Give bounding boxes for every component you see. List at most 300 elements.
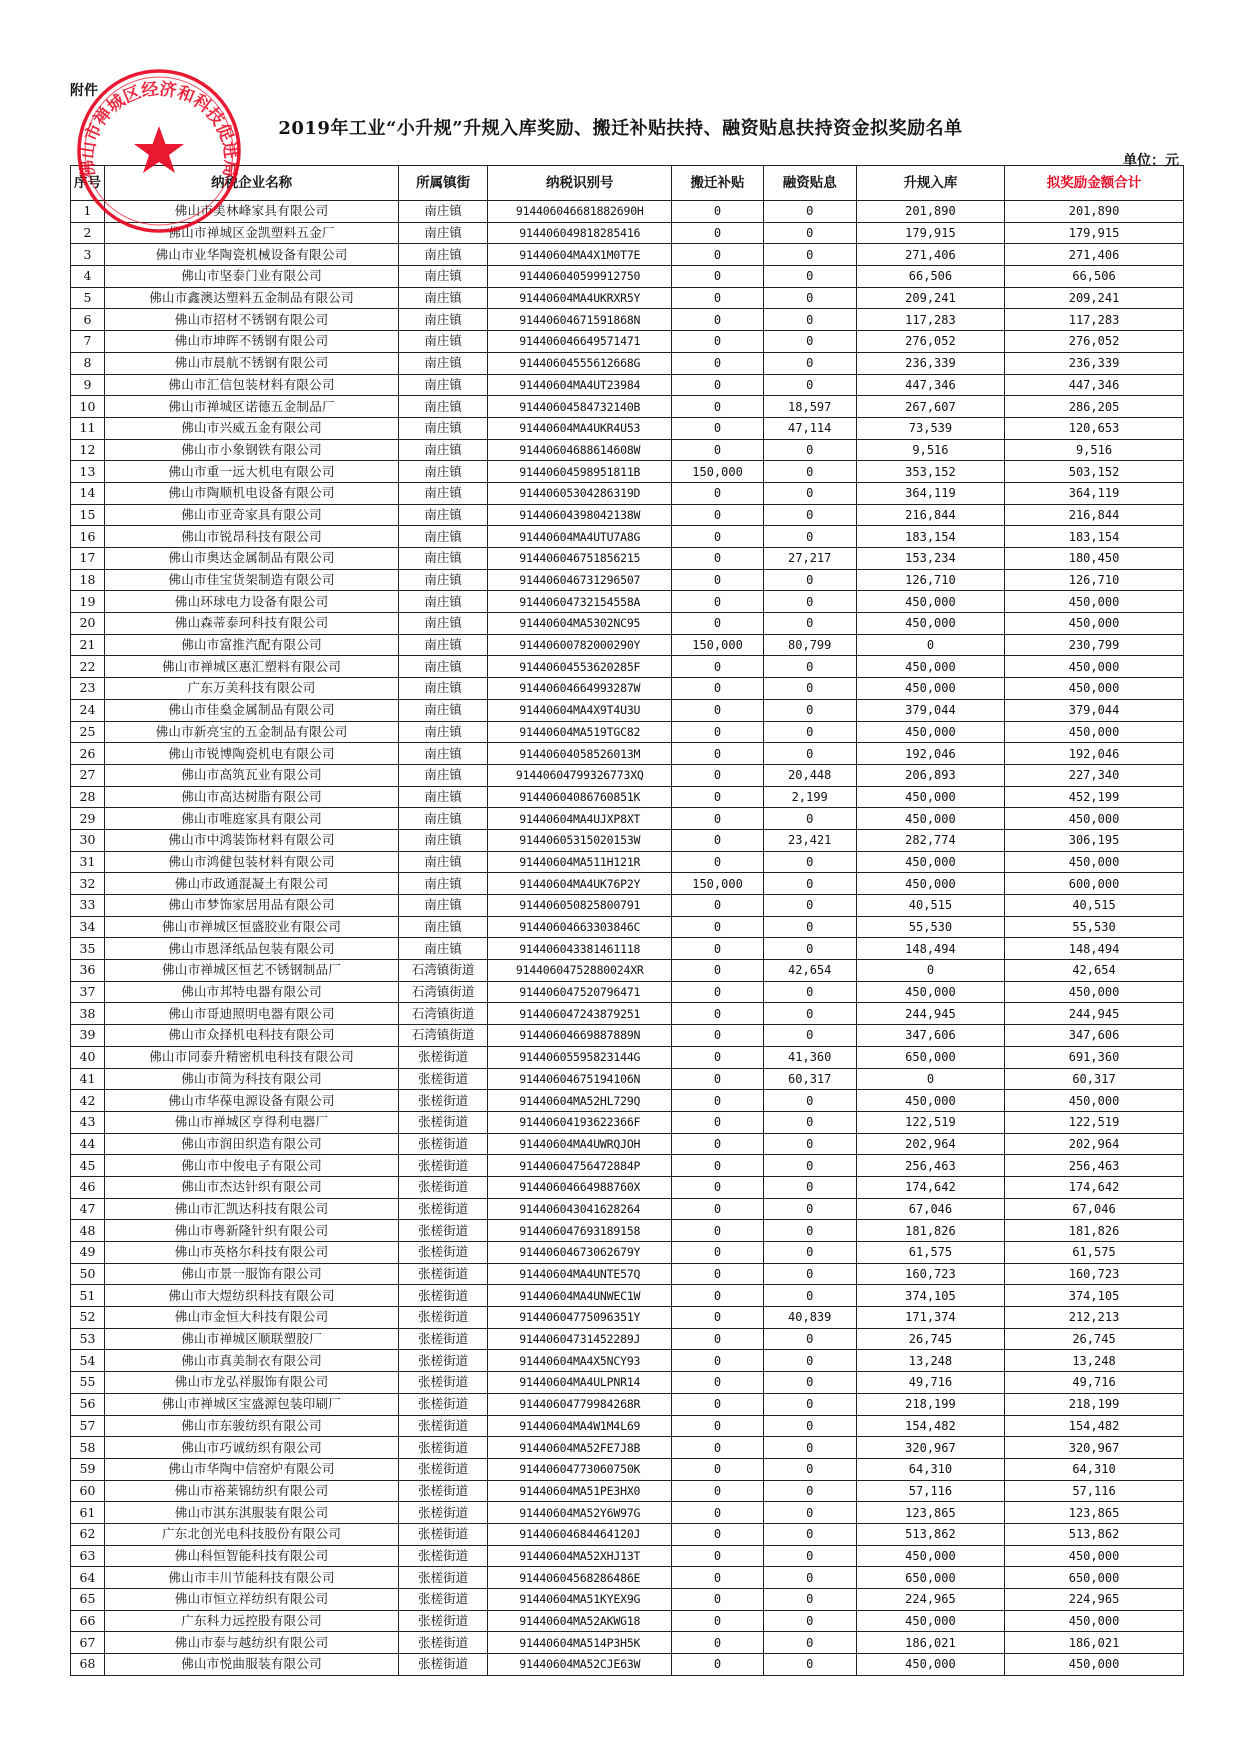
company-name: 佛山市恒立祥纺织有限公司: [105, 1589, 399, 1611]
tax-id: 91440604MA519TGC82: [488, 721, 672, 743]
interest-subsidy: 0: [763, 331, 856, 353]
unit-label: 单位：元: [1123, 153, 1179, 169]
row-index: 33: [71, 895, 105, 917]
table-row: [71, 873, 1184, 895]
upgrade-award: 450,000: [856, 591, 1004, 613]
interest-subsidy: 0: [763, 1090, 856, 1112]
town: 张槎街道: [399, 1068, 488, 1090]
tax-id: 914406046751856215: [488, 548, 672, 570]
table-row: [71, 1198, 1184, 1220]
total-award: 230,799: [1005, 634, 1184, 656]
upgrade-award: 201,890: [856, 201, 1004, 223]
tax-id: 91440600782000290Y: [488, 634, 672, 656]
interest-subsidy: 0: [763, 1198, 856, 1220]
interest-subsidy: 18,597: [763, 396, 856, 418]
company-name: 佛山市锐博陶瓷机电有限公司: [105, 743, 399, 765]
row-index: 38: [71, 1003, 105, 1025]
town: 南庄镇: [399, 396, 488, 418]
table-row: [71, 678, 1184, 700]
table-row: [71, 548, 1184, 570]
table-row: [71, 916, 1184, 938]
tax-id: 91440604664988760X: [488, 1176, 672, 1198]
company-name: 佛山市华陶中信窑炉有限公司: [105, 1458, 399, 1480]
company-name: 佛山市唯庭家具有限公司: [105, 808, 399, 830]
row-index: 8: [71, 352, 105, 374]
total-award: 180,450: [1005, 548, 1184, 570]
header-total: 拟奖励金额合计: [1005, 166, 1184, 201]
interest-subsidy: 0: [763, 1654, 856, 1676]
table-row: [71, 1523, 1184, 1545]
table-row: [71, 1025, 1184, 1047]
town: 南庄镇: [399, 569, 488, 591]
town: 张槎街道: [399, 1589, 488, 1611]
table-row: [71, 1068, 1184, 1090]
total-award: 186,021: [1005, 1632, 1184, 1654]
tax-id: 91440604773060750K: [488, 1458, 672, 1480]
town: 南庄镇: [399, 504, 488, 526]
row-index: 25: [71, 721, 105, 743]
table-row: [71, 461, 1184, 483]
tax-id: 91440604MA4UNWEC1W: [488, 1285, 672, 1307]
relocation-subsidy: 0: [672, 1523, 763, 1545]
interest-subsidy: 0: [763, 851, 856, 873]
tax-id: 91440604779984268R: [488, 1393, 672, 1415]
interest-subsidy: 0: [763, 287, 856, 309]
company-name: 广东科力远控股有限公司: [105, 1610, 399, 1632]
interest-subsidy: 20,448: [763, 764, 856, 786]
table-row: [71, 960, 1184, 982]
total-award: 64,310: [1005, 1458, 1184, 1480]
company-name: 广东北创光电科技股份有限公司: [105, 1523, 399, 1545]
total-award: 450,000: [1005, 808, 1184, 830]
tax-id: 91440604MA511H121R: [488, 851, 672, 873]
company-name: 佛山市新亮宝的五金制品有限公司: [105, 721, 399, 743]
tax-id: 91440604MA4UNTE57Q: [488, 1263, 672, 1285]
upgrade-award: 447,346: [856, 374, 1004, 396]
table-row: [71, 1285, 1184, 1307]
tax-id: 91440604MA4X5NCY93: [488, 1350, 672, 1372]
total-award: 13,248: [1005, 1350, 1184, 1372]
company-name: 佛山市美林峰家具有限公司: [105, 201, 399, 223]
table-row: [71, 1155, 1184, 1177]
upgrade-award: 183,154: [856, 526, 1004, 548]
row-index: 18: [71, 569, 105, 591]
relocation-subsidy: 0: [672, 1176, 763, 1198]
relocation-subsidy: 0: [672, 1589, 763, 1611]
row-index: 60: [71, 1480, 105, 1502]
document-title: 2019年工业“小升规”升规入库奖励、搬迁补贴扶持、融资贴息扶持资金拟奖励名单: [278, 118, 963, 139]
relocation-subsidy: 0: [672, 591, 763, 613]
company-name: 佛山环球电力设备有限公司: [105, 591, 399, 613]
company-name: 佛山市坚泰门业有限公司: [105, 266, 399, 288]
upgrade-award: 450,000: [856, 656, 1004, 678]
interest-subsidy: 0: [763, 721, 856, 743]
row-index: 43: [71, 1111, 105, 1133]
town: 南庄镇: [399, 374, 488, 396]
interest-subsidy: 80,799: [763, 634, 856, 656]
row-index: 15: [71, 504, 105, 526]
total-award: 650,000: [1005, 1567, 1184, 1589]
town: 张槎街道: [399, 1307, 488, 1329]
town: 南庄镇: [399, 743, 488, 765]
relocation-subsidy: 0: [672, 1610, 763, 1632]
upgrade-award: 320,967: [856, 1437, 1004, 1459]
town: 南庄镇: [399, 266, 488, 288]
interest-subsidy: 41,360: [763, 1046, 856, 1068]
tax-id: 91440604568286486E: [488, 1567, 672, 1589]
interest-subsidy: 0: [763, 222, 856, 244]
town: 南庄镇: [399, 634, 488, 656]
relocation-subsidy: 0: [672, 439, 763, 461]
interest-subsidy: 0: [763, 309, 856, 331]
interest-subsidy: 0: [763, 1155, 856, 1177]
total-award: 450,000: [1005, 981, 1184, 1003]
interest-subsidy: 0: [763, 1415, 856, 1437]
row-index: 67: [71, 1632, 105, 1654]
row-index: 48: [71, 1220, 105, 1242]
total-award: 244,945: [1005, 1003, 1184, 1025]
total-award: 450,000: [1005, 1654, 1184, 1676]
interest-subsidy: 0: [763, 938, 856, 960]
company-name: 佛山市真美制衣有限公司: [105, 1350, 399, 1372]
total-award: 26,745: [1005, 1328, 1184, 1350]
town: 南庄镇: [399, 591, 488, 613]
row-index: 32: [71, 873, 105, 895]
total-award: 148,494: [1005, 938, 1184, 960]
upgrade-award: 61,575: [856, 1242, 1004, 1264]
interest-subsidy: 0: [763, 201, 856, 223]
company-name: 佛山市富推汽配有限公司: [105, 634, 399, 656]
upgrade-award: 450,000: [856, 613, 1004, 635]
town: 南庄镇: [399, 678, 488, 700]
interest-subsidy: 0: [763, 981, 856, 1003]
town: 张槎街道: [399, 1502, 488, 1524]
company-name: 佛山市粤新隆针织有限公司: [105, 1220, 399, 1242]
tax-id: 914406047520796471: [488, 981, 672, 1003]
upgrade-award: 117,283: [856, 309, 1004, 331]
company-name: 佛山市亚奇家具有限公司: [105, 504, 399, 526]
company-name: 佛山市悦曲服装有限公司: [105, 1654, 399, 1676]
award-table: [70, 165, 1184, 1676]
company-name: 佛山市恩泽纸品包装有限公司: [105, 938, 399, 960]
total-award: 379,044: [1005, 699, 1184, 721]
relocation-subsidy: 0: [672, 1328, 763, 1350]
total-award: 55,530: [1005, 916, 1184, 938]
tax-id: 914406046681882690H: [488, 201, 672, 223]
relocation-subsidy: 0: [672, 1393, 763, 1415]
relocation-subsidy: 0: [672, 1111, 763, 1133]
upgrade-award: 73,539: [856, 417, 1004, 439]
tax-id: 914406046731296507: [488, 569, 672, 591]
upgrade-award: 513,862: [856, 1523, 1004, 1545]
tax-id: 91440604598951811B: [488, 461, 672, 483]
table-row: [71, 895, 1184, 917]
total-award: 450,000: [1005, 1090, 1184, 1112]
tax-id: 91440604MA52HL729Q: [488, 1090, 672, 1112]
row-index: 39: [71, 1025, 105, 1047]
row-index: 63: [71, 1545, 105, 1567]
relocation-subsidy: 0: [672, 548, 763, 570]
tax-id: 91440604775096351Y: [488, 1307, 672, 1329]
company-name: 佛山市佳宝货架制造有限公司: [105, 569, 399, 591]
table-row: [71, 1242, 1184, 1264]
tax-id: 91440604MA4UKRXR5Y: [488, 287, 672, 309]
table-row: [71, 1480, 1184, 1502]
interest-subsidy: 42,654: [763, 960, 856, 982]
total-award: 117,283: [1005, 309, 1184, 331]
row-index: 14: [71, 482, 105, 504]
relocation-subsidy: 0: [672, 504, 763, 526]
relocation-subsidy: 0: [672, 526, 763, 548]
interest-subsidy: 0: [763, 613, 856, 635]
company-name: 佛山市汇信包装材料有限公司: [105, 374, 399, 396]
company-name: 佛山市晨航不锈钢有限公司: [105, 352, 399, 374]
upgrade-award: 218,199: [856, 1393, 1004, 1415]
town: 南庄镇: [399, 808, 488, 830]
relocation-subsidy: 0: [672, 1133, 763, 1155]
tax-id: 914406047243879251: [488, 1003, 672, 1025]
row-index: 17: [71, 548, 105, 570]
row-index: 2: [71, 222, 105, 244]
total-award: 60,317: [1005, 1068, 1184, 1090]
company-name: 佛山市禅城区金凯塑料五金厂: [105, 222, 399, 244]
upgrade-award: 64,310: [856, 1458, 1004, 1480]
upgrade-award: 123,865: [856, 1502, 1004, 1524]
table-row: [71, 938, 1184, 960]
relocation-subsidy: 0: [672, 287, 763, 309]
row-index: 26: [71, 743, 105, 765]
company-name: 佛山市同泰升精密机电科技有限公司: [105, 1046, 399, 1068]
table-row: [71, 1393, 1184, 1415]
table-row: [71, 1654, 1184, 1676]
tax-id: 91440605595823144G: [488, 1046, 672, 1068]
total-award: 42,654: [1005, 960, 1184, 982]
tax-id: 91440604MA4W1M4L69: [488, 1415, 672, 1437]
upgrade-award: 379,044: [856, 699, 1004, 721]
interest-subsidy: 0: [763, 266, 856, 288]
header-relocation: 搬迁补贴: [672, 166, 763, 201]
relocation-subsidy: 0: [672, 808, 763, 830]
table-row: [71, 352, 1184, 374]
tax-id: 91440604671591868N: [488, 309, 672, 331]
table-row: [71, 1610, 1184, 1632]
upgrade-award: 244,945: [856, 1003, 1004, 1025]
tax-id: 91440604MA52CJE63W: [488, 1654, 672, 1676]
company-name: 佛山市龙弘祥服饰有限公司: [105, 1372, 399, 1394]
total-award: 212,213: [1005, 1307, 1184, 1329]
table-row: [71, 287, 1184, 309]
table-row: [71, 808, 1184, 830]
table-row: [71, 1176, 1184, 1198]
row-index: 9: [71, 374, 105, 396]
relocation-subsidy: 0: [672, 1307, 763, 1329]
table-row: [71, 1133, 1184, 1155]
row-index: 44: [71, 1133, 105, 1155]
total-award: 9,516: [1005, 439, 1184, 461]
relocation-subsidy: 0: [672, 613, 763, 635]
table-row: [71, 786, 1184, 808]
interest-subsidy: 0: [763, 526, 856, 548]
total-award: 216,844: [1005, 504, 1184, 526]
table-row: [71, 1502, 1184, 1524]
table-row: [71, 634, 1184, 656]
town: 石湾镇街道: [399, 1003, 488, 1025]
row-index: 30: [71, 829, 105, 851]
total-award: 224,965: [1005, 1589, 1184, 1611]
town: 南庄镇: [399, 613, 488, 635]
town: 南庄镇: [399, 829, 488, 851]
relocation-subsidy: 0: [672, 721, 763, 743]
relocation-subsidy: 0: [672, 764, 763, 786]
company-name: 佛山市泰与越纺织有限公司: [105, 1632, 399, 1654]
upgrade-award: 40,515: [856, 895, 1004, 917]
total-award: 450,000: [1005, 613, 1184, 635]
tax-id: 91440604688614608W: [488, 439, 672, 461]
relocation-subsidy: 0: [672, 1285, 763, 1307]
row-index: 57: [71, 1415, 105, 1437]
town: 南庄镇: [399, 873, 488, 895]
interest-subsidy: 40,839: [763, 1307, 856, 1329]
relocation-subsidy: 0: [672, 981, 763, 1003]
relocation-subsidy: 0: [672, 1654, 763, 1676]
upgrade-award: 450,000: [856, 1090, 1004, 1112]
total-award: 276,052: [1005, 331, 1184, 353]
interest-subsidy: 0: [763, 1003, 856, 1025]
tax-id: 91440604669887889N: [488, 1025, 672, 1047]
upgrade-award: 0: [856, 1068, 1004, 1090]
row-index: 56: [71, 1393, 105, 1415]
relocation-subsidy: 0: [672, 656, 763, 678]
interest-subsidy: 0: [763, 1610, 856, 1632]
relocation-subsidy: 0: [672, 201, 763, 223]
company-name: 佛山森蒂泰珂科技有限公司: [105, 613, 399, 635]
relocation-subsidy: 150,000: [672, 634, 763, 656]
table-row: [71, 417, 1184, 439]
total-award: 236,339: [1005, 352, 1184, 374]
table-row: [71, 396, 1184, 418]
tax-id: 91440604MA4UK76P2Y: [488, 873, 672, 895]
company-name: 佛山科恒智能科技有限公司: [105, 1545, 399, 1567]
upgrade-award: 66,506: [856, 266, 1004, 288]
upgrade-award: 57,116: [856, 1480, 1004, 1502]
interest-subsidy: 0: [763, 1025, 856, 1047]
town: 张槎街道: [399, 1328, 488, 1350]
table-row: [71, 591, 1184, 613]
town: 张槎街道: [399, 1480, 488, 1502]
town: 南庄镇: [399, 895, 488, 917]
row-index: 34: [71, 916, 105, 938]
upgrade-award: 0: [856, 960, 1004, 982]
tax-id: 91440604193622366F: [488, 1111, 672, 1133]
upgrade-award: 450,000: [856, 1610, 1004, 1632]
company-name: 佛山市邦特电器有限公司: [105, 981, 399, 1003]
row-index: 51: [71, 1285, 105, 1307]
upgrade-award: 282,774: [856, 829, 1004, 851]
upgrade-award: 450,000: [856, 786, 1004, 808]
total-award: 450,000: [1005, 591, 1184, 613]
tax-id: 91440604MA52AKWG18: [488, 1610, 672, 1632]
total-award: 174,642: [1005, 1176, 1184, 1198]
relocation-subsidy: 0: [672, 1350, 763, 1372]
row-index: 13: [71, 461, 105, 483]
town: 张槎街道: [399, 1393, 488, 1415]
row-index: 20: [71, 613, 105, 635]
row-index: 11: [71, 417, 105, 439]
tax-id: 91440604MA4UKR4U53: [488, 417, 672, 439]
attachment-label: 附件: [70, 83, 98, 99]
interest-subsidy: 0: [763, 1350, 856, 1372]
row-index: 59: [71, 1458, 105, 1480]
upgrade-award: 256,463: [856, 1155, 1004, 1177]
header-upgrade: 升规入库: [856, 166, 1004, 201]
relocation-subsidy: 0: [672, 1220, 763, 1242]
row-index: 10: [71, 396, 105, 418]
interest-subsidy: 60,317: [763, 1068, 856, 1090]
upgrade-award: 271,406: [856, 244, 1004, 266]
interest-subsidy: 0: [763, 808, 856, 830]
relocation-subsidy: 0: [672, 1567, 763, 1589]
town: 张槎街道: [399, 1220, 488, 1242]
upgrade-award: 148,494: [856, 938, 1004, 960]
total-award: 271,406: [1005, 244, 1184, 266]
company-name: 佛山市小象钢铁有限公司: [105, 439, 399, 461]
interest-subsidy: 0: [763, 591, 856, 613]
table-row: [71, 1220, 1184, 1242]
interest-subsidy: 0: [763, 244, 856, 266]
tax-id: 914406050825800791: [488, 895, 672, 917]
tax-id: 91440604663303846C: [488, 916, 672, 938]
interest-subsidy: 23,421: [763, 829, 856, 851]
row-index: 52: [71, 1307, 105, 1329]
table-row: [71, 222, 1184, 244]
row-index: 12: [71, 439, 105, 461]
header-index: 序号: [71, 166, 105, 201]
town: 张槎街道: [399, 1523, 488, 1545]
company-name: 佛山市淇东淇服装有限公司: [105, 1502, 399, 1524]
company-name: 佛山市简为科技有限公司: [105, 1068, 399, 1090]
relocation-subsidy: 0: [672, 1263, 763, 1285]
table-row: [71, 743, 1184, 765]
town: 南庄镇: [399, 461, 488, 483]
table-row: [71, 309, 1184, 331]
row-index: 31: [71, 851, 105, 873]
row-index: 6: [71, 309, 105, 331]
relocation-subsidy: 0: [672, 417, 763, 439]
table-row: [71, 1328, 1184, 1350]
town: 石湾镇街道: [399, 981, 488, 1003]
interest-subsidy: 0: [763, 1176, 856, 1198]
interest-subsidy: 0: [763, 743, 856, 765]
relocation-subsidy: 0: [672, 1068, 763, 1090]
company-name: 佛山市陶顺机电设备有限公司: [105, 482, 399, 504]
relocation-subsidy: 0: [672, 482, 763, 504]
tax-id: 91440604MA514P3H5K: [488, 1632, 672, 1654]
tax-id: 91440604584732140B: [488, 396, 672, 418]
total-award: 364,119: [1005, 482, 1184, 504]
town: 南庄镇: [399, 309, 488, 331]
town: 南庄镇: [399, 938, 488, 960]
relocation-subsidy: 0: [672, 309, 763, 331]
relocation-subsidy: 150,000: [672, 873, 763, 895]
upgrade-award: 650,000: [856, 1567, 1004, 1589]
table-row: [71, 981, 1184, 1003]
town: 南庄镇: [399, 526, 488, 548]
table-row: [71, 764, 1184, 786]
table-row: [71, 829, 1184, 851]
company-name: 佛山市东骏纺织有限公司: [105, 1415, 399, 1437]
company-name: 佛山市巧诚纺织有限公司: [105, 1437, 399, 1459]
company-name: 佛山市禅城区恒艺不锈钢制品厂: [105, 960, 399, 982]
